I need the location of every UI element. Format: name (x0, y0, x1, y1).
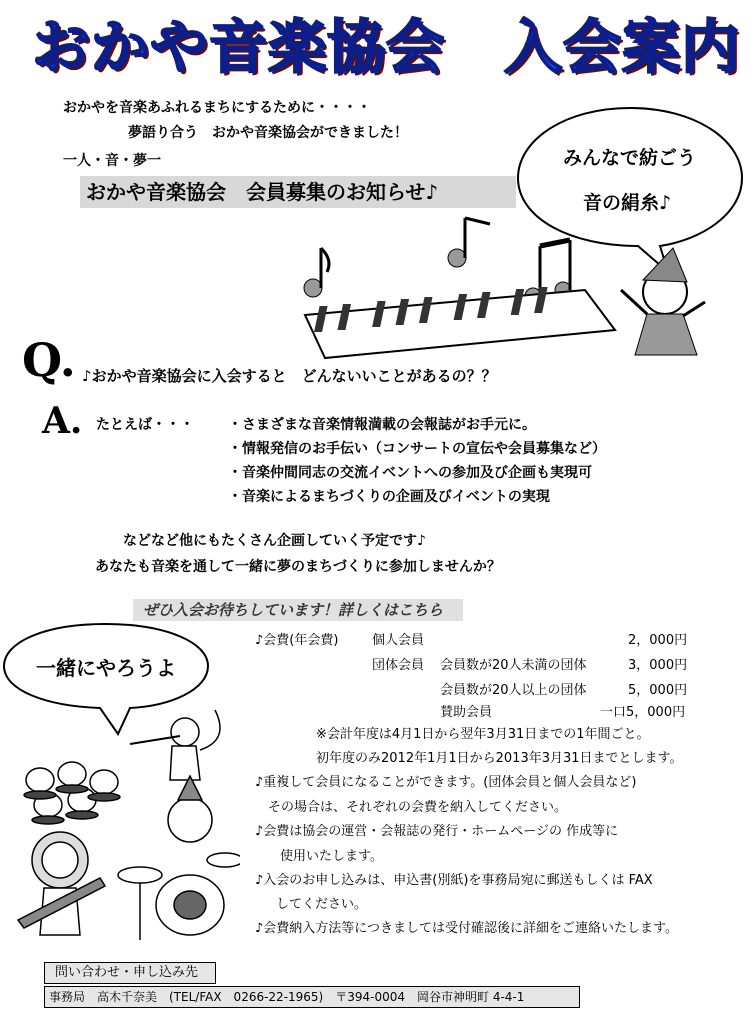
intro-line-2: 夢語り合う おかや音楽協会ができました！ (128, 125, 408, 141)
frog-chorus-icon (24, 762, 120, 824)
fee-group-small-amount: 3，000円 (628, 658, 688, 673)
bubble-left-text: 一緒にやろうよ (36, 656, 176, 680)
fee-group-large-amount: 5，000円 (628, 683, 688, 698)
fee-individual-amount: 2，000円 (628, 633, 688, 648)
music-note-icon (448, 218, 490, 267)
bullet-line: ♪入会のお申し込みは、申込書(別紙)を事務局宛に郵送もしくは FAX (255, 873, 653, 888)
bullet-line: ♪重複して会員になることができます。(団体会員と個人会員など) (255, 775, 637, 790)
music-note-icon (304, 248, 329, 297)
closing-line-2: あなたも音楽を通して一緒に夢のまちづくりに参加しませんか？ (95, 559, 501, 575)
bullet-line: してください。 (276, 897, 368, 912)
fee-group-small-label: 会員数が20人未満の団体 (440, 658, 587, 673)
q-letter: Q. (22, 333, 76, 387)
notice-banner: おかや音楽協会 会員募集のお知らせ♪ (80, 176, 516, 208)
fees-header: ♪会費(年会費) (255, 633, 339, 648)
band-illustration (10, 700, 240, 950)
bubble-top-line-2: 音の絹糸♪ (583, 192, 672, 214)
answer-item: ・情報発信のお手伝い（コンサートの宣伝や会員募集など） (228, 441, 606, 457)
page-title: おかや音楽協会 入会案内 (32, 13, 741, 81)
answer-item: ・音楽仲間同志の交流イベントへの参加及び企画も実現可 (228, 465, 592, 481)
piano-girl-illustration (285, 210, 715, 360)
bubble-top-line-1: みんなで紡ごう (563, 147, 697, 169)
contact-label: 問い合わせ・申し込み先 (44, 962, 216, 984)
fee-individual-label: 個人会員 (372, 633, 425, 648)
bullet-line: その場合は、それぞれの会費を納入してください。 (268, 800, 568, 815)
question-text: ♪おかや音楽協会に入会すると どんないいことがあるの？？ (82, 367, 497, 385)
fee-group-large-label: 会員数が20人以上の団体 (440, 683, 587, 698)
pig-drummer-icon (118, 776, 240, 940)
piano-keyboard-icon (305, 287, 615, 358)
girl-icon (621, 248, 705, 355)
fiscal-note-2: 初年度のみ2012年1月1日から2013年3月31日までとします。 (316, 751, 683, 766)
fee-group-label: 団体会員 (372, 658, 425, 673)
invite-banner: ぜひ入会お待ちしています！詳しくはこちら (133, 599, 463, 621)
motto: 一人・音・夢一 (63, 153, 161, 169)
bullet-line: ♪会費は協会の運営・会報誌の発行・ホームページの 作成等に (255, 824, 619, 839)
answer-item: ・さまざまな音楽情報満載の会報誌がお手元に。 (228, 417, 536, 433)
fee-support-amount: 一口5，000円 (600, 705, 686, 720)
closing-line-1: などなど他にもたくさん企画していく予定です♪ (123, 533, 426, 549)
contact-details: 事務局 高木千奈美 (TEL/FAX 0266-22-1965) 〒394-0004 岡谷市神明町 4-4-1 (44, 986, 580, 1008)
fiscal-note-1: ※会計年度は4月1日から翌年3月31日までの1年間ごと。 (316, 727, 650, 742)
answer-lead: たとえば・・・ (96, 417, 194, 433)
a-letter: A. (42, 400, 83, 442)
squirrel-flute-icon (130, 710, 220, 780)
answer-item: ・音楽によるまちづくりの企画及びイベントの実現 (228, 489, 550, 505)
intro-line-1: おかやを音楽あふれるまちにするために・・・・ (63, 100, 371, 116)
fee-support-label: 賛助会員 (440, 705, 493, 720)
lion-guitar-icon (18, 832, 105, 935)
bullet-line: 使用いたします。 (280, 849, 383, 864)
bullet-line: ♪会費納入方法等につきましては受付確認後に詳細をご連絡いたします。 (255, 921, 678, 936)
